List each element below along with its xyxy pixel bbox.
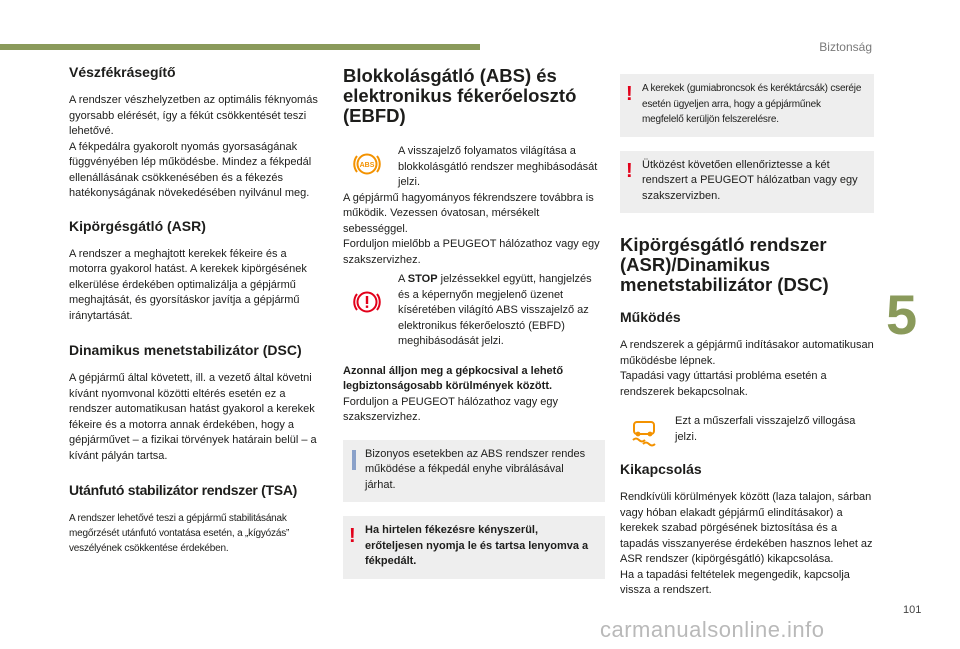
accent-bar — [0, 44, 480, 50]
paragraph: A rendszerek a gépjármű indításakor automatikusan működésbe lépnek. — [620, 339, 874, 367]
paragraph: Forduljon mielőbb a PEUGEOT hálózathoz vagy egy szakszervizhez. — [343, 238, 600, 266]
paragraph: A rendszer a meghajtott kerekek fékeire és a motorra gyakorol hatást. A kerekek kipörgésének elkerülése érdekében optimalizálja a gépjármű meghajtását, és gyorsításkor javítja a gépjármű iránytartását. — [69, 247, 307, 322]
paragraph: Ha a tapadási feltételek megengedik, kapcsolja vissza a rendszert. — [620, 568, 850, 596]
paragraph: A gépjármű hagyományos fékrendszere továbbra is működik. Vezessen óvatosan, mérsékelt sebességgel. — [343, 191, 594, 235]
paragraph: Forduljon a PEUGEOT hálózathoz vagy egy szakszervizhez. — [343, 395, 559, 423]
chapter-number: 5 — [886, 283, 918, 346]
info-note-text: Bizonyos esetekben az ABS rendszer rendes működése a fékpedál enyhe vibrálásával járhat. — [365, 447, 586, 491]
heading-operation: Működés — [620, 309, 681, 325]
warning-icon: ! — [626, 159, 633, 182]
warning-note-text: Ütközést követően ellenőriztesse a két rendszert a PEUGEOT hálózatban vagy egy szakszervizben. — [642, 158, 858, 202]
dsc-icon-block — [620, 412, 874, 445]
paragraph: A rendszer vészhelyzetben az optimális féknyomás gyorsabb elérését, így a fékút csökkentését teszi lehetővé. — [69, 94, 318, 137]
brake-warning-icon — [351, 286, 383, 318]
abs-warning-icon — [351, 148, 383, 180]
paragraph: A STOP jelzéssekkel együtt, hangjelzés és a képernyőn megjelenő üzenet kíséretében világító ABS visszajelző az elektronikus fékerőelosztó (EBFD) meghibásodását jelzi. — [398, 273, 592, 347]
paragraph: Ezt a műszerfali visszajelző villogása jelzi. — [675, 415, 856, 443]
warning-note — [620, 151, 874, 214]
warning-note-text: Ha hirtelen fékezésre kényszerül, erőteljesen nyomja le és tartsa lenyomva a fékpedált. — [365, 524, 589, 567]
dsc-warning-icon — [628, 416, 660, 448]
warning-note — [343, 516, 605, 579]
abs-icon-label: ABS — [359, 162, 375, 169]
column-middle — [343, 66, 605, 591]
watermark: carmanualsonline.info — [600, 617, 825, 642]
stop-label: STOP — [407, 273, 438, 285]
heading-emergency-brake-assist: Vészfékrásegítő — [69, 64, 176, 80]
warning-icon: ! — [349, 525, 356, 547]
heading-deactivation: Kikapcsolás — [620, 461, 702, 477]
stop-icon-block — [343, 272, 605, 350]
info-note — [343, 440, 605, 503]
paragraph: A gépjármű által követett, ill. a vezető által követni kívánt nyomvonal közötti eltérés esetén ez a rendszer automatikusan hatást gyakorol a kerekek fékeire és a motorra annak érdekében, hogy a gépjárművet – a fizikai törvények határain belül – a kívánt pályán tartsa. — [69, 372, 317, 462]
warning-note — [620, 74, 874, 137]
heading-asr-dsc: Kipörgésgátló rendszer (ASR)/Dinamikus menetstabilizátor (DSC) — [620, 234, 829, 295]
column-right — [620, 74, 874, 611]
page-number: 101 — [903, 604, 922, 616]
heading-dsc: Dinamikus menetstabilizátor (DSC) — [69, 342, 302, 358]
warning-icon: ! — [626, 83, 633, 105]
warning-note-text: A kerekek (gumiabroncsok és keréktárcsák) cseréje esetén ügyeljen arra, hogy a gépjárműnek megfelelő kerüljön felszerelésre. — [642, 83, 862, 125]
info-icon — [352, 450, 356, 470]
heading-asr: Kipörgésgátló (ASR) — [69, 217, 206, 234]
paragraph: Tapadási vagy úttartási probléma esetén a rendszerek bekapcsolnak. — [620, 370, 827, 398]
bold-paragraph: Azonnal álljon meg a gépkocsival a lehető legbiztonságosabb körülmények között. — [343, 364, 564, 392]
paragraph: A rendszer lehetővé teszi a gépjármű stabilitásának megőrzését utánfutó vontatása esetén, a „kígyózás” veszélyének csökkentése érdekében. — [69, 513, 290, 554]
heading-abs-ebfd: Blokkolásgátló (ABS) és elektronikus fékerőelosztó (EBFD) — [343, 65, 577, 126]
abs-icon-block — [343, 144, 605, 191]
section-label: Biztonság — [819, 40, 872, 54]
column-left — [69, 64, 327, 568]
paragraph: A fékpedálra gyakorolt nyomás gyorsaságának függvényében lép működésbe. Mindez a fékpedál ellenállásának csökkenésében és a fékezés hatékonyságának növekedésében nyilvánul meg. — [69, 140, 312, 199]
paragraph: A visszajelző folyamatos világítása a blokkolásgátló rendszer meghibásodását jelzi. — [398, 145, 598, 188]
heading-tsa: Utánfutó stabilizátor rendszer (TSA) — [69, 482, 297, 498]
paragraph: Rendkívüli körülmények között (laza talajon, sárban vagy hóban elakadt gépjármű elindításakor) a kerekek szabad pörgésének biztosítása és a tapadás visszanyerése érdekében hasznos lehet az ASR rendszer (kipörgésgátló) kikapcsolása. — [620, 491, 873, 565]
